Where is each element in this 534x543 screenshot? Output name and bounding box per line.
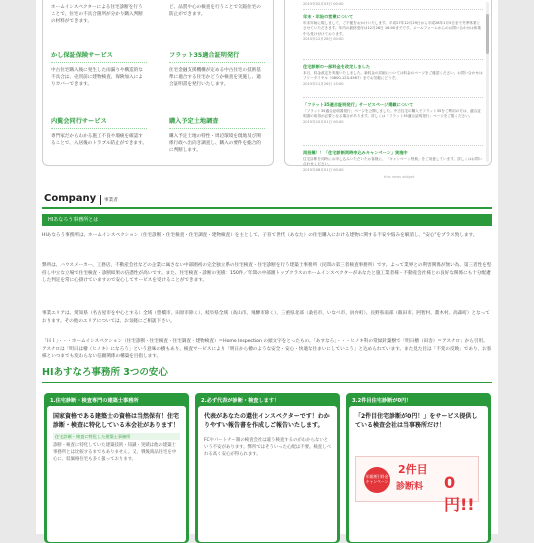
feature-card-1: [44, 393, 189, 543]
news-panel: [284, 0, 492, 172]
features-underline: [42, 382, 492, 383]
news-title[interactable]: 「フラット35適合証明発行」サービスページ掲載について: [303, 102, 414, 107]
news-scrollbar-thumb[interactable]: [486, 14, 489, 54]
service-kashi[interactable]: [51, 52, 147, 88]
promo-line1: 2件目: [398, 463, 428, 476]
company-subtitle: 事業者: [104, 198, 118, 203]
news-title[interactable]: 年末・年始の営業について: [303, 14, 354, 19]
service-desc: 住宅金融支援機構が定める中古住宅の技術基準に適合する住宅かどうか検査を実施し、適合証明書を発行いたします。: [169, 68, 261, 87]
service-top-right: [169, 4, 265, 18]
service-flat35[interactable]: [169, 52, 265, 88]
feature-card-3: [346, 393, 491, 543]
service-desc: 中古住宅購入後に発生した雨漏りや構造的な不具合は、売買前に建物検査、保険加入によりカバーできます。: [51, 68, 143, 87]
news-title[interactable]: 再投稿！！「住宅診断同時申込みキャンペーン」実施中: [303, 150, 408, 155]
service-desc: 専門家だからわかる施工不良や瑕疵を確認することで、入居後のトラブル防止ができます。: [51, 134, 147, 146]
company-title: Company: [44, 193, 97, 204]
promo-price: 0円!!: [444, 473, 475, 514]
service-title[interactable]: 内覧会同行サービス: [51, 118, 147, 129]
feature-card-body: [47, 406, 186, 542]
title-divider: [100, 195, 101, 205]
feature-card-body: [198, 406, 337, 542]
service-title[interactable]: 購入予定土地調査: [169, 118, 265, 129]
company-header: [42, 193, 492, 209]
service-desc: 購入予定土地の特性・周辺環境を現地及び関係行政へ出向き調査し、購入の要件を総合的に判断します。: [169, 134, 261, 153]
news-body: 本日、料金改定を実施いたしました。新料金の詳細については料金のページをご確認ください。お問い合わせはフリーダイヤル（0800-123-4567）までお気軽にどうぞ。: [303, 71, 483, 81]
news-body: 住宅診断を同時にお申し込みいただいたお客様に、「キャンペーン特典」をご用意しています。詳しくはお問い合わせください。: [303, 157, 483, 167]
news-body: 年末年始に際しまして、ご不便をおかけいたします。平成27年12月29日から平成28年1月5日まで冬季休業とさせていただきます。年内の最終受付は12月28日 16:00までです。メールフォームからのお問い合わせは休業中も受け付けております。: [303, 21, 481, 36]
company-paragraph: 事業エリアは、愛知県（名古屋市を中心とする）全域（豊橋市、田原市除く）、岐阜県全域（高山市、飛騨市除く）、三重県北部（桑名市、いなべ市、員弁町）、長野県南部（飯田市、阿智村、喬木村、高森町）となっております。その他のエリアについては、お気軽にご相談下さい。: [42, 311, 490, 324]
service-top-left: [51, 4, 147, 25]
feature-card-title: 2.必ず代表が診断・検査します！: [201, 398, 280, 404]
feature-card-lead: 代表があなたの還住インスペクターです！わかりやすい報告書を作成しご報告いたします。: [204, 413, 330, 430]
service-title[interactable]: かし保証保険サービス: [51, 52, 147, 63]
news-date: 2015年08月01日 00:00: [303, 167, 344, 172]
news-date: 2015年11月26日 15:00: [303, 81, 344, 86]
news-date: 2015年10月01日 00:00: [303, 119, 344, 124]
services-panel: [42, 0, 274, 166]
company-paragraph: HIあなろう事務所は、ホームインスペクション（住宅診断・住宅検査・住宅調査・建物検査）を主として、子育て世代（あなた）の住宅購入における建物に関する不安や悩みを解消し、"安心"をプラス致します。: [42, 233, 478, 238]
service-top-right-desc: ど、品質や心の検査を行うことで欠陥住宅の防止ができます。: [169, 5, 261, 17]
service-land-survey[interactable]: [169, 118, 265, 154]
news-body: 「フラット35適合証明書発行」ページを公開しました。中古住宅の購入でフラット35をご利用の方は、適合証明書の取得が必要となる場合があります。詳しくは「フラット35適合証明発行」ページをご覧ください。: [303, 109, 481, 119]
company-paragraph: 「ＨＩ」・・・ホームインスペクション（住宅診断・住宅検査・住宅調査・建物検査）＝Home Inspection の頭文字をとったもの。「あすなろ」・・・ヒノキ科の常緑針葉樹で「明日檜（田舎）＝アスナロ」から引用。アスナロは「明日は檜（ヒノキ）になろう」という意味の樹もあり、検査サービスにより「明日から檜のような安全・安心・快適な住まいにしていこう」と込められています。また見た目は「不変の反映」であり、お客様といつまでも変わらない信頼関係の構築を目指します。: [42, 339, 492, 360]
feature-card-desc: 診断・検査に特化していた建築技術・知識・実績は他の建築士事務所とは比較するまでもありません。又、戦後商品住宅を中心に、低価格住宅も多く扱っております。: [53, 442, 177, 462]
features-heading: HIあすなろ事務所 3つの安心: [42, 367, 168, 378]
feature-card-title: 1.住宅診断・検査専門の建築士事務所: [50, 398, 139, 404]
feature-card-2: [195, 393, 340, 543]
news-item[interactable]: [303, 14, 483, 60]
news-caption: this news widget: [384, 175, 415, 179]
news-item[interactable]: [303, 64, 483, 98]
feature-card-body: [349, 406, 488, 542]
feature-card-lead: 「2件目住宅診断が0円！」をサービス提供している検査会社は当事務所だけ！: [355, 413, 478, 430]
news-item[interactable]: [303, 102, 483, 146]
promo-line2: 診断料: [396, 482, 424, 492]
office-section-bar: HIあなろう事務所とは: [42, 214, 492, 226]
feature-card-lead: 国家資格である建築士の資格は当然保有！住宅診断・検査に特化している本会社があります！: [53, 413, 180, 430]
news-title[interactable]: 住宅診断の一部料金を改定しました: [303, 64, 371, 69]
company-paragraph: 弊所は、ハウスメーカー、工務店、不動産会社などの企業に属さない中部圏初の完全独立系の住宅検査・住宅診断を行う建築士事務所（民間の第三者検査事務所）です。よって業界との利害関係が無い為、第三者性を堅持し中立な立場で住宅検査・診断結果の信憑性が高いです。また、住宅検査・診断の実績：150件／年間の中部圏トップクラスのホームインスペクターがあなたと施工業者様・不動産会社様との良好な関係にも十分配慮した判定を常に心掛けていますので安心してサービスを受けることができます。: [42, 263, 492, 284]
promo-badge: 年額割引料金キャンペーン: [364, 467, 390, 493]
service-top-left-desc: ホームインスペクターによる住宅診断を行うことで、住宅の不具合箇所が分かり購入判断の材料ができます。: [51, 5, 143, 24]
feature-card-title: 3.2件目住宅診断が0円！: [352, 398, 412, 404]
promo-banner[interactable]: [355, 456, 479, 514]
news-date: 2015年02月03日 00:00: [303, 2, 344, 6]
feature-card-strip: 住宅診断・検査に特化した建築士事務所: [53, 433, 180, 440]
feature-card-desc: FCやパートナー制の検査会社は違う検査するのがわからないという不安があります。弊所ではそういった心配は不要。検査しべれる高く安心が得られます。: [204, 437, 331, 457]
service-inspection-visit[interactable]: [51, 118, 147, 147]
service-title[interactable]: フラット35適合証明発行: [169, 52, 265, 63]
news-item: [303, 2, 483, 10]
page: [36, 0, 498, 534]
news-date: 2015年12月28日 00:00: [303, 37, 344, 42]
